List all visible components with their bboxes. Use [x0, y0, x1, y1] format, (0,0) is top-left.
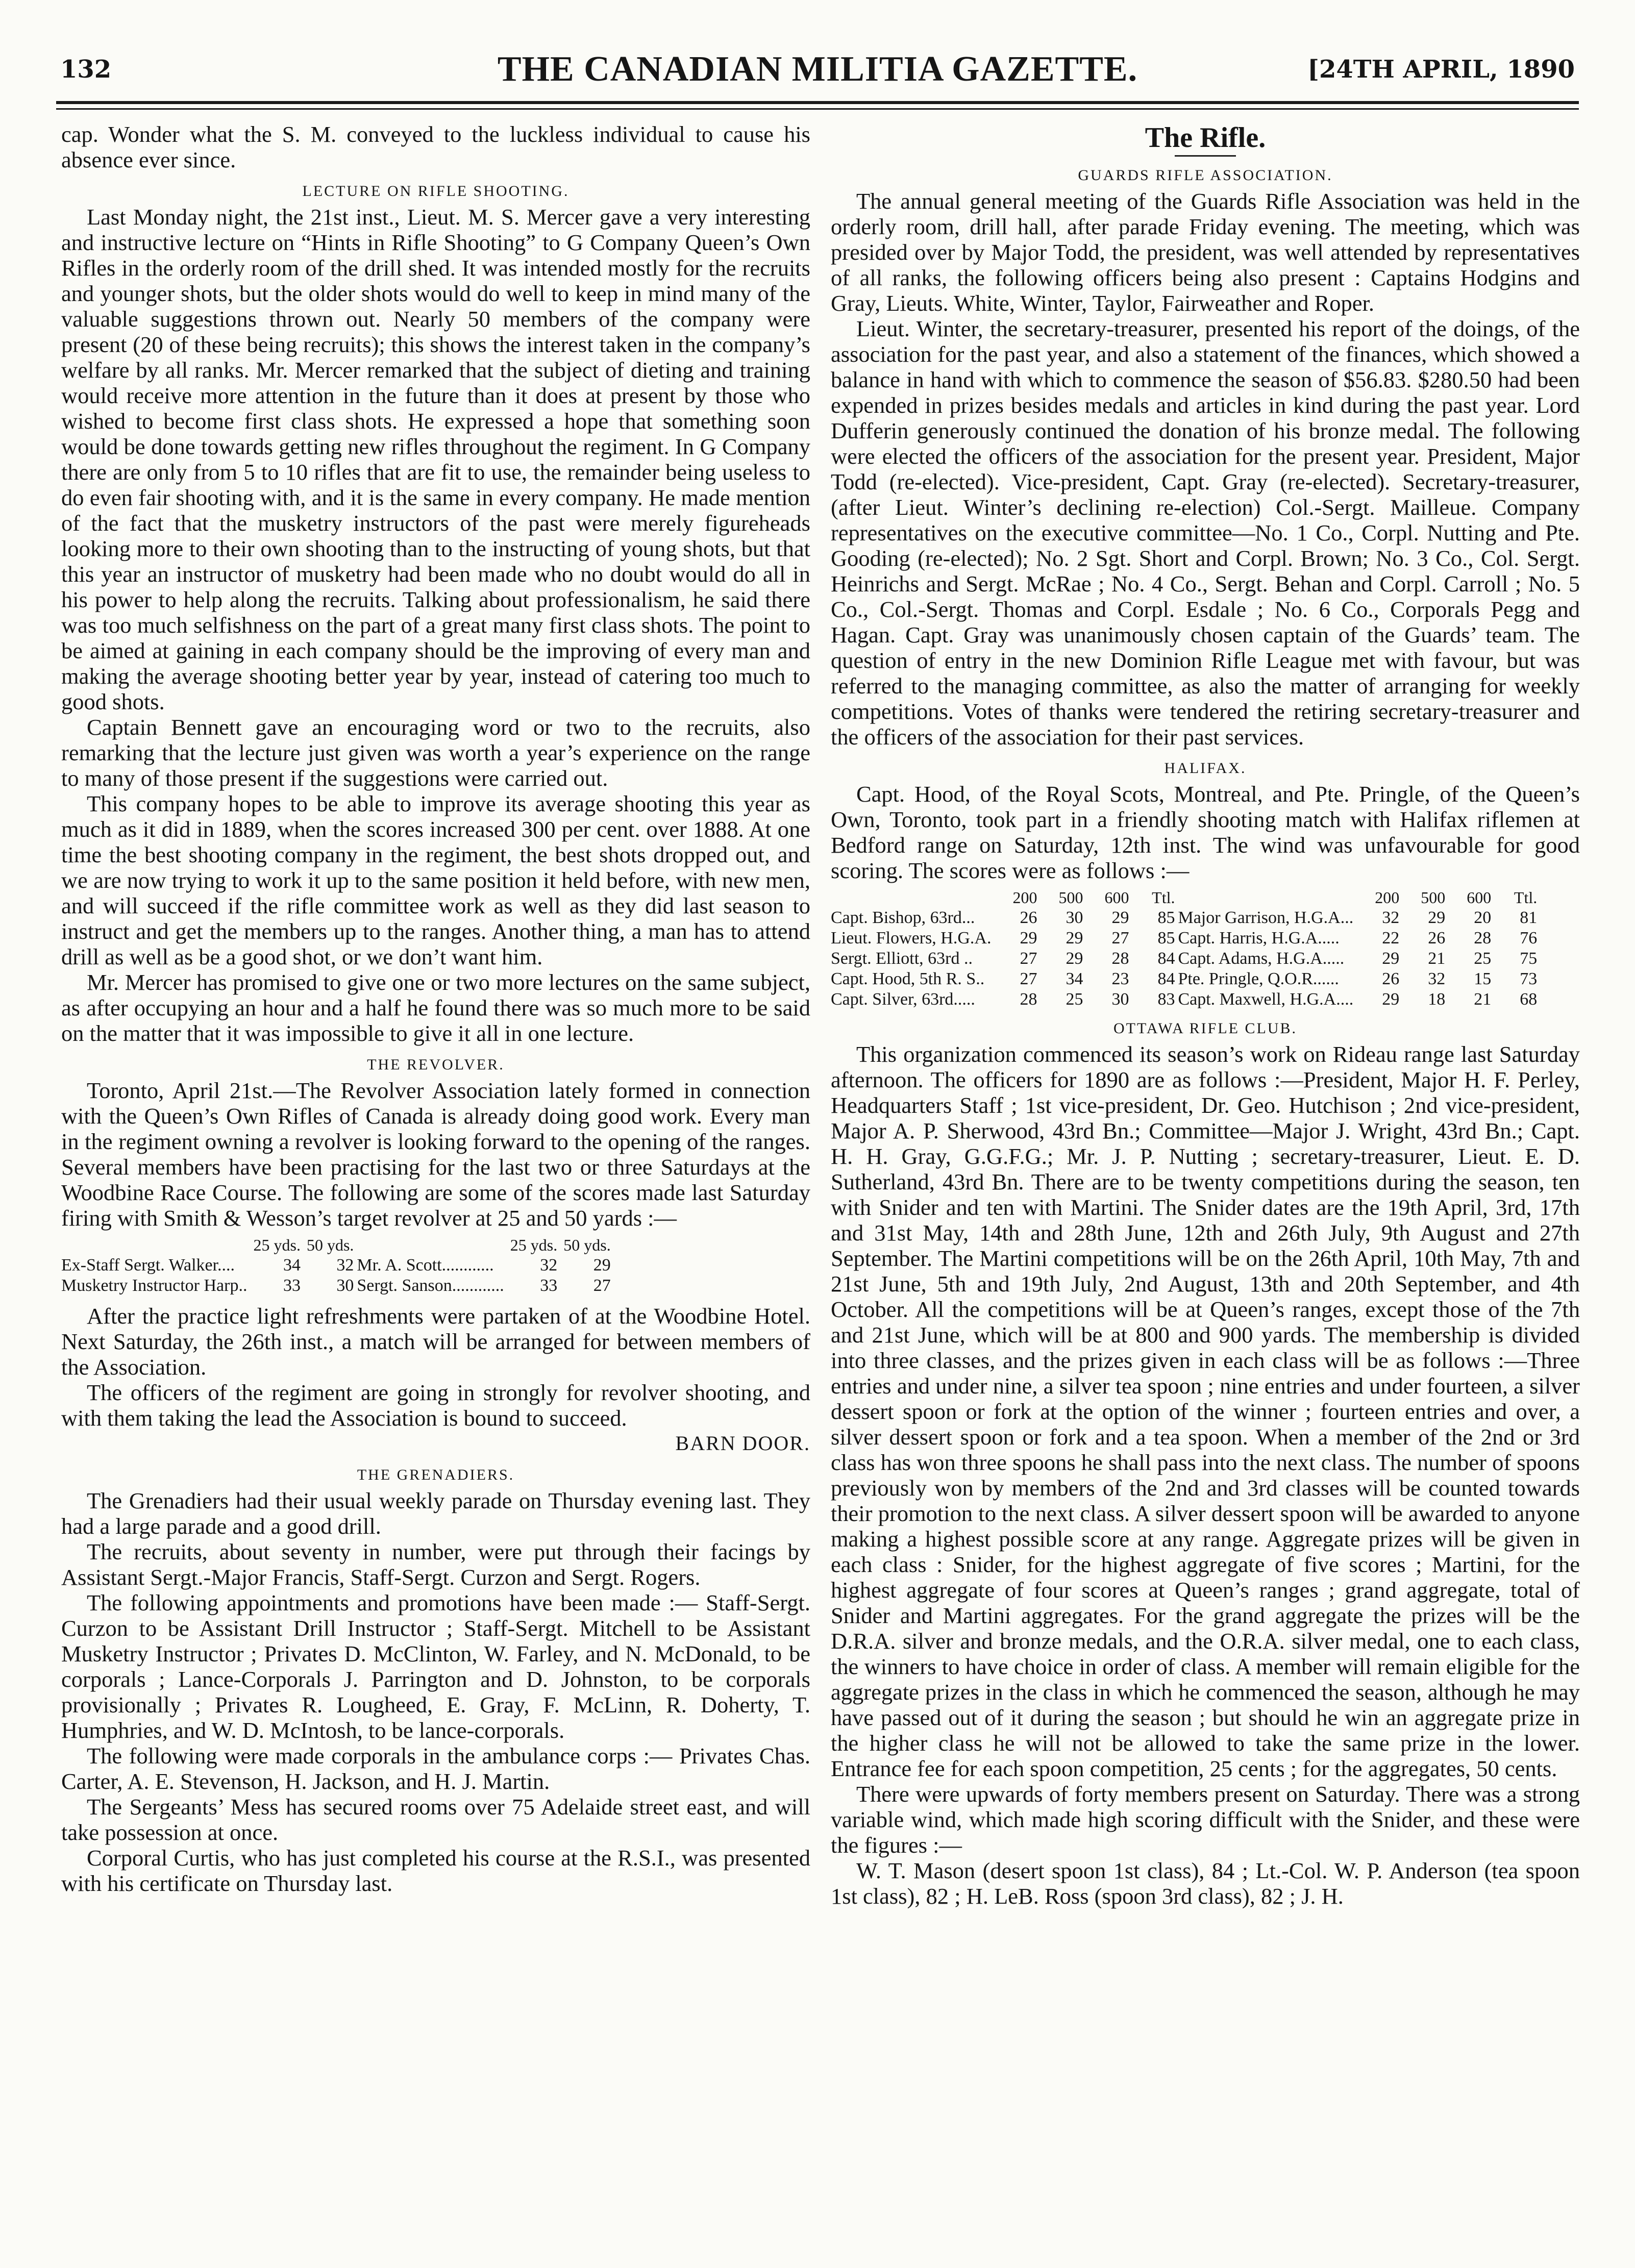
column-header: Ttl.	[1514, 888, 1538, 907]
paragraph: The Grenadiers had their usual weekly parade on Thursday evening last. They had a large parade and a good drill.	[61, 1488, 810, 1539]
paragraph: The following appointments and promotions have been made :— Staff-Sergt. Curzon to be Assistant Drill Instructor ; Staff-Sergt. Mitchell to be Assistant Musketry Instructor ; Privates D. McClinton, W. Farley, and N. McDonald, to be corporals ; Lance-Corporals J. Parrington and D. Johnston, to be corporals provisionally ; Privates R. Lougheed, E. Gray, F. McLinn, R. Doherty, T. Humphries, and W. D. McIntosh, to be lance-corporals.	[61, 1590, 810, 1743]
score-cell: 29	[593, 1256, 611, 1275]
score-cell: 26	[1382, 969, 1400, 988]
score-cell: 75	[1520, 949, 1538, 968]
score-cell: 20	[1474, 908, 1492, 927]
score-cell: 25	[1474, 949, 1492, 968]
section-heading-lecture: LECTURE ON RIFLE SHOOTING.	[302, 183, 569, 200]
shooter-name: Lieut. Flowers, H.G.A.	[831, 929, 992, 948]
score-cell: 29	[1066, 929, 1083, 948]
paragraph: The recruits, about seventy in number, were put through their facings by Assistant Sergt.-Major Francis, Staff-Sergt. Curzon and Sergt. Rogers.	[61, 1539, 810, 1590]
score-cell: 83	[1157, 990, 1175, 1009]
score-cell: 32	[540, 1256, 558, 1275]
score-cell: 27	[1020, 949, 1037, 968]
shooter-name: Mr. A. Scott............	[357, 1256, 494, 1275]
shooter-name: Major Garrison, H.G.A...	[1178, 908, 1354, 927]
score-cell: 27	[1111, 929, 1129, 948]
score-cell: 29	[1020, 929, 1037, 948]
score-cell: 30	[336, 1276, 354, 1295]
column-header: 600	[1104, 888, 1129, 907]
score-cell: 85	[1157, 929, 1175, 948]
shooter-name: Capt. Bishop, 63rd...	[831, 908, 975, 927]
score-cell: 27	[1020, 969, 1037, 988]
score-cell: 29	[1382, 949, 1400, 968]
section-heading-halifax: HALIFAX.	[1164, 760, 1247, 777]
score-cell: 28	[1020, 990, 1037, 1009]
title-rule	[1175, 155, 1236, 157]
paragraph: This organization commenced its season’s work on Rideau range last Saturday afternoon. The officers for 1890 are as follows :—President, Major H. F. Perley, Headquarters Staff ; 1st vice-president, Dr. Geo. Hutchison ; 2nd vice-president, Major A. P. Sherwood, 43rd Bn.; Committee—Major J. Wright, 43rd Bn.; Capt. H. H. Gray, G.G.F.G.; Mr. J. P. Nutting ; secretary-treasurer, Lieut. E. D. Sutherland, 43rd Bn. There are to be twenty competitions during the season, ten with Snider and ten with Martini. The Snider dates are the 19th April, 3rd, 17th and 31st May, 14th and 28th June, 12th and 26th July, 9th August and 27th September. The Martini competitions will be on the 26th April, 10th May, 7th and 21st June, 5th and 19th July, 2nd August, 13th and 20th September, and 4th October. All the competitions will be at Queen’s ranges, except those of the 7th and 21st June, which will be at 800 and 900 yards. The membership is divided into three classes, and the prizes given in each class will be as follows :—Three entries and under nine, a silver tea spoon ; nine entries and under fourteen, a silver dessert spoon or fork at the option of the winner ; fourteen entries and over, a silver dessert spoon or fork and a tea spoon. When a member of the 2nd or 3rd class has won three spoons he shall pass into the next class. The number of spoons previously won by members of the 2nd and 3rd classes will be counted towards their promotion to the next class. A silver dessert spoon will be awarded to anyone making a highest possible score at any range. Aggregate prizes will be given in each class : Snider, for the highest aggregate of five scores ; Martini, for the highest aggregate of four scores at Queen’s ranges ; grand aggregate, total of Snider and Martini aggregates. For the grand aggregate the prizes will be the D.R.A. silver and bronze medals, and the O.R.A. silver medal, one to each class, the winners to have choice in order of class. A member will remain eligible for the aggregate prizes in the class in which he commenced the season, although he may have passed out of it during the season ; but should he win an aggregate prize in the higher class he will not be allowed to take the same prize in the lower. Entrance fee for each spoon competition, 25 cents ; for the aggregates, 50 cents.	[831, 1041, 1580, 1781]
score-cell: 76	[1520, 929, 1538, 948]
score-cell: 33	[540, 1276, 558, 1295]
column-header: 200	[1375, 888, 1400, 907]
score-cell: 18	[1428, 990, 1446, 1009]
table-row	[831, 928, 1540, 949]
paragraph: Lieut. Winter, the secretary-treasurer, presented his report of the doings, of the association for the past year, and also a statement of the finances, which showed a balance in hand with which to commence the season of $56.83. $280.50 had been expended in prizes besides medals and articles in kind during the past year. Lord Dufferin generously continued the donation of his bronze medal. The following were elected the officers of the association for the present year. President, Major Todd (re-elected). Vice-president, Capt. Gray (re-elected). Secretary-treasurer, (after Lieut. Winter’s declining re-election) Col.-Sergt. Mailleue. Company representatives on the executive committee—No. 1 Co., Corpl. Nutting and Pte. Gooding (re-elected); No. 2 Sgt. Short and Corpl. Brown; No. 3 Co., Col. Sergt. Heinrichs and Sergt. McRae ; No. 4 Co., Sergt. Behan and Corpl. Carroll ; No. 5 Co., Col.-Sergt. Thomas and Corpl. Esdale ; No. 6 Co., Corporals Pegg and Hagan. Capt. Gray was unanimously chosen captain of the Guards’ team. The question of entry in the new Dominion Rifle League met with favour, but was referred to the managing committee, as also the matter of arranging for weekly competitions. Votes of thanks were tendered the retiring secretary-treasurer and the officers of the association for their past services.	[831, 316, 1580, 750]
score-cell: 68	[1520, 990, 1538, 1009]
column-header: 50 yds.	[563, 1236, 611, 1254]
revolver-scores-table	[61, 1235, 614, 1296]
column-header: 500	[1058, 888, 1083, 907]
table-row	[831, 908, 1540, 928]
paragraph: This company hopes to be able to improve its average shooting this year as much as it did in 1889, when the scores increased 300 per cent. over 1888. At one time the best shooting company in the regiment, the best shots dropped out, and we are now trying to work it up to the same position it held before, with new men, and will succeed if the rifle committee work as well as they did last season to instruct and get the members up to the ranges. Another thing, a man has to attend drill as well as be a good shot, or we don’t want him.	[61, 791, 810, 969]
score-cell: 32	[1382, 908, 1400, 927]
paragraph: The following were made corporals in the ambulance corps :— Privates Chas. Carter, A. E. Stevenson, H. Jackson, and H. J. Martin.	[61, 1743, 810, 1794]
section-heading-guards: GUARDS RIFLE ASSOCIATION.	[1078, 167, 1333, 184]
column-header: 50 yds.	[306, 1236, 354, 1254]
score-cell: 21	[1428, 949, 1446, 968]
score-cell: 15	[1474, 969, 1492, 988]
score-cell: 29	[1111, 908, 1129, 927]
table-row	[831, 989, 1540, 1010]
table-row	[831, 949, 1540, 969]
signature: BARN DOOR.	[675, 1432, 810, 1455]
score-cell: 29	[1382, 990, 1400, 1009]
shooter-name: Capt. Silver, 63rd.....	[831, 990, 975, 1009]
paragraph: The annual general meeting of the Guards Rifle Association was held in the orderly room, drill hall, after parade Friday evening. The meeting, which was presided over by Major Todd, the president, was well attended by representatives of all ranks, the following officers being also present : Captains Hodgins and Gray, Lieuts. White, Winter, Taylor, Fairweather and Roper.	[831, 188, 1580, 316]
score-cell: 33	[283, 1276, 301, 1295]
score-cell: 73	[1520, 969, 1538, 988]
column-header: 600	[1467, 888, 1492, 907]
shooter-name: Sergt. Sanson............	[357, 1276, 504, 1295]
score-cell: 30	[1111, 990, 1129, 1009]
paragraph: There were upwards of forty members present on Saturday. There was a strong variable wind, which made high scoring difficult with the Snider, and these were the figures :—	[831, 1781, 1580, 1858]
paragraph: After the practice light refreshments were partaken of at the Woodbine Hotel. Next Saturday, the 26th inst., a match will be arranged for between members of the Association.	[61, 1303, 810, 1380]
right-column	[831, 121, 1580, 2259]
score-cell: 29	[1428, 908, 1446, 927]
score-cell: 30	[1066, 908, 1083, 927]
score-cell: 28	[1111, 949, 1129, 968]
issue-date: [24TH APRIL, 1890	[1307, 55, 1575, 84]
score-cell: 22	[1382, 929, 1400, 948]
score-cell: 34	[1066, 969, 1083, 988]
newspaper-title: THE CANADIAN MILITIA GAZETTE.	[497, 49, 1138, 89]
section-heading-revolver: THE REVOLVER.	[367, 1056, 505, 1073]
score-cell: 23	[1111, 969, 1129, 988]
shooter-name: Capt. Adams, H.G.A.....	[1178, 949, 1345, 968]
table-header-row	[831, 887, 1540, 908]
column-header: 200	[1012, 888, 1037, 907]
score-cell: 27	[593, 1276, 611, 1295]
paragraph: Mr. Mercer has promised to give one or two more lectures on the same subject, as after occupying an hour and a half he found there was so much more to be said on the matter that it was impossible to give it all in one lecture.	[61, 969, 810, 1046]
score-cell: 34	[283, 1256, 301, 1275]
table-row	[61, 1255, 614, 1276]
shooter-name: Capt. Harris, H.G.A.....	[1178, 929, 1340, 948]
paragraph: Captain Bennett gave an encouraging word or two to the recruits, also remarking that the lecture just given was worth a year’s experience on the range to many of those present if the suggestions were carried out.	[61, 714, 810, 791]
shooter-name: Sergt. Elliott, 63rd ..	[831, 949, 973, 968]
score-cell: 28	[1474, 929, 1492, 948]
column-title: The Rifle.	[1145, 122, 1266, 154]
left-column	[61, 121, 810, 2259]
table-row	[831, 969, 1540, 989]
score-cell: 85	[1157, 908, 1175, 927]
column-header: 25 yds.	[510, 1236, 558, 1254]
section-heading-ottawa: OTTAWA RIFLE CLUB.	[1113, 1020, 1298, 1037]
paragraph: Last Monday night, the 21st inst., Lieut. M. S. Mercer gave a very interesting and instructive lecture on “Hints in Rifle Shooting” to G Company Queen’s Own Rifles in the orderly room of the drill shed. It was intended mostly for the recruits and younger shots, but the older shots would do well to keep in mind many of the valuable suggestions thrown out. Nearly 50 members of the company were present (20 of these being recruits); this shows the interest taken in the company’s welfare by all ranks. Mr. Mercer remarked that the subject of dieting and training would receive more attention in the future than it does at present by those who wished to become first class shots. He expressed a hope that something soon would be done towards getting new rifles throughout the regiment. In G Company there are only from 5 to 10 rifles that are fit to use, the remainder being useless to do even fair shooting with, and it is the same in every company. He made mention of the fact that the musketry instructors of the past were merely figureheads looking more to their own shooting than to the instructing of young shots, but that this year an instructor of musketry had been made who no doubt would do all in his power to help along the recruits. Talking about professionalism, he said there was too much selfishness on the part of a great many first class shots. The point to be aimed at gaining in each company should be the improving of every man and making the average shooting better year by year, instead of catering too much to good shots.	[61, 204, 810, 714]
table-header-row	[61, 1235, 614, 1255]
score-cell: 32	[1428, 969, 1446, 988]
shooter-name: Musketry Instructor Harp..	[61, 1276, 247, 1295]
shooter-name: Capt. Hood, 5th R. S..	[831, 969, 985, 988]
paragraph: The Sergeants’ Mess has secured rooms over 75 Adelaide street east, and will take possession at once.	[61, 1794, 810, 1845]
page-number: 132	[60, 55, 112, 84]
paragraph: W. T. Mason (desert spoon 1st class), 84 ; Lt.-Col. W. P. Anderson (tea spoon 1st class), 82 ; H. LeB. Ross (spoon 3rd class), 82 ; J. H.	[831, 1858, 1580, 1909]
table-row	[61, 1276, 614, 1296]
section-heading-grenadiers: THE GRENADIERS.	[357, 1466, 515, 1483]
score-cell: 26	[1428, 929, 1446, 948]
score-cell: 29	[1066, 949, 1083, 968]
paragraph: Capt. Hood, of the Royal Scots, Montreal, and Pte. Pringle, of the Queen’s Own, Toronto, took part in a friendly shooting match with Halifax riflemen at Bedford range on Saturday, 12th inst. The wind was unfavourable for good scoring. The scores were as follows :—	[831, 781, 1580, 883]
score-cell: 25	[1066, 990, 1083, 1009]
header-rule-thin	[56, 108, 1579, 110]
paragraph: The officers of the regiment are going in strongly for revolver shooting, and with them taking the lead the Association is bound to succeed.	[61, 1380, 810, 1431]
column-header: 25 yds.	[253, 1236, 301, 1254]
shooter-name: Pte. Pringle, Q.O.R......	[1178, 969, 1339, 988]
score-cell: 84	[1157, 969, 1175, 988]
column-header: 500	[1421, 888, 1446, 907]
score-cell: 21	[1474, 990, 1492, 1009]
score-cell: 84	[1157, 949, 1175, 968]
score-cell: 26	[1020, 908, 1037, 927]
shooter-name: Ex-Staff Sergt. Walker....	[61, 1256, 235, 1275]
paragraph: Corporal Curtis, who has just completed his course at the R.S.I., was presented with his certificate on Thursday last.	[61, 1845, 810, 1896]
column-header: Ttl.	[1152, 888, 1175, 907]
paragraph: Toronto, April 21st.—The Revolver Association lately formed in connection with the Queen’s Own Rifles of Canada is already doing good work. Every man in the regiment owning a revolver is looking forward to the opening of the ranges. Several members have been practising for the last two or three Saturdays at the Woodbine Race Course. The following are some of the scores made last Saturday firing with Smith & Wesson’s target revolver at 25 and 50 yards :—	[61, 1078, 810, 1231]
halifax-scores-table	[831, 887, 1540, 1010]
shooter-name: Capt. Maxwell, H.G.A....	[1178, 990, 1354, 1009]
score-cell: 32	[336, 1256, 354, 1275]
intro-paragraph: cap. Wonder what the S. M. conveyed to the luckless individual to cause his absence ever since.	[61, 121, 810, 172]
header-rule	[56, 101, 1579, 104]
score-cell: 81	[1520, 908, 1538, 927]
